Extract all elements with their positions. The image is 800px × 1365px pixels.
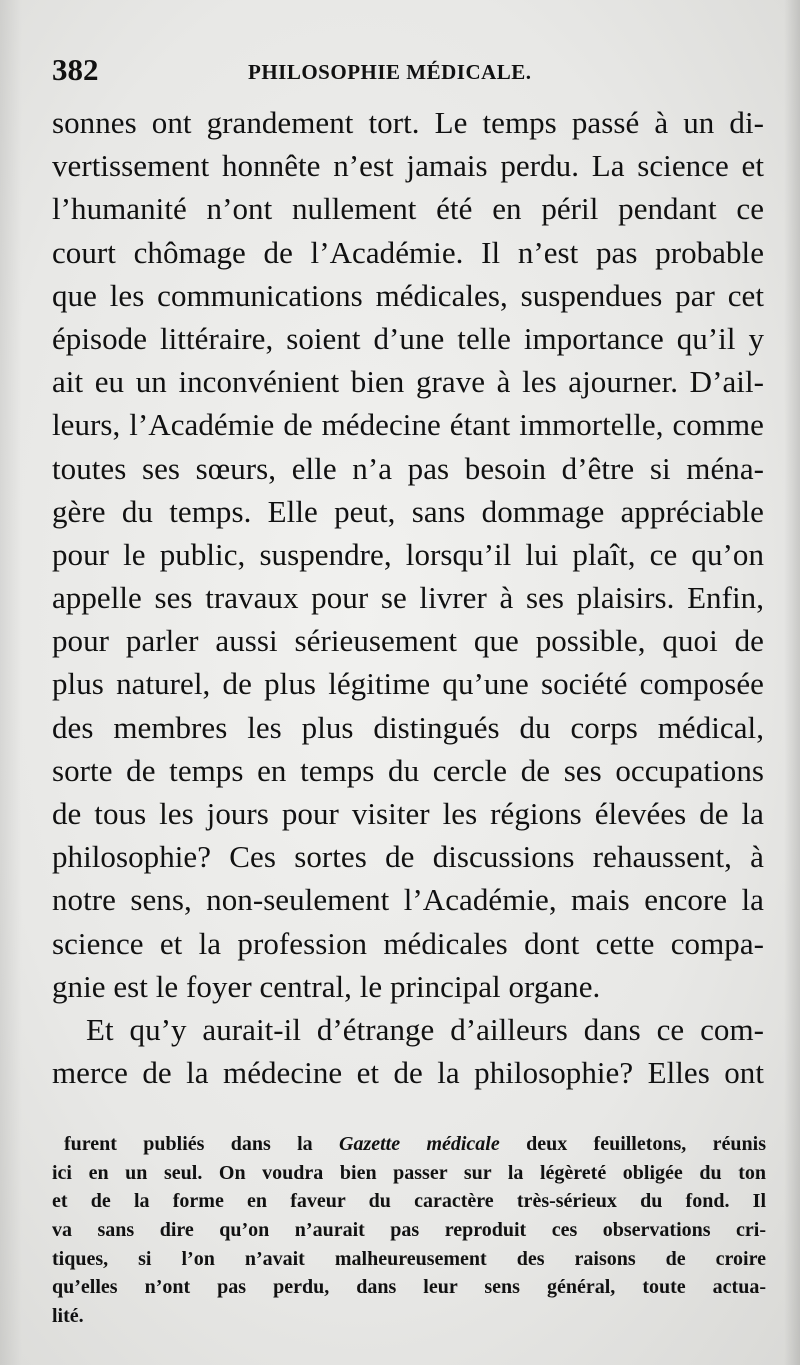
running-head: [52, 50, 764, 90]
text-line: des membres les plus distingués du corps médical,: [52, 709, 764, 745]
text-line: toutes ses sœurs, elle n’a pas besoin d’être si ména-: [52, 450, 764, 486]
text-line: de tous les jours pour visiter les régions élevées de la: [52, 796, 764, 831]
text-line: pour parler aussi sérieusement que possible, quoi de: [52, 623, 764, 659]
text-line: plus naturel, de plus légitime qu’une société composée: [52, 666, 764, 702]
page-gutter-shadow: [0, 0, 22, 1365]
running-title: PHILOSOPHIE MÉDICALE.: [248, 60, 532, 84]
text-line: philosophie? Ces sortes de discussions rehaussent, à: [52, 839, 764, 875]
footnote: [52, 1130, 766, 1331]
paragraph-end-line: gnie est le foyer central, le principal organe.: [52, 968, 601, 1004]
main-text: [52, 101, 764, 1094]
text-line: science et la profession médicales dont cette compa-: [52, 925, 764, 961]
footnote-line: qu’elles n’ont pas perdu, dans leur sens général, toute actua-: [52, 1276, 766, 1299]
footnote-line: et de la forme en faveur du caractère très-sérieux du fond. Il: [52, 1190, 766, 1213]
text-line: appelle ses travaux pour se livrer à ses plaisirs. Enfin,: [52, 580, 764, 616]
journal-title: Gazette médicale: [339, 1133, 500, 1155]
text-line: sorte de temps en temps du cercle de ses occupations: [52, 752, 764, 788]
text-line: gère du temps. Elle peut, sans dommage appréciable: [52, 493, 764, 529]
text-line: leurs, l’Académie de médecine étant immortelle, comme: [52, 407, 764, 443]
text-line: sonnes ont grandement tort. Le temps passé à un di-: [52, 105, 764, 140]
footnote-text: furent publiés dans la: [64, 1133, 340, 1155]
text-line: pour le public, suspendre, lorsqu’il lui plaît, ce qu’on: [52, 536, 764, 572]
footnote-line: [52, 1130, 766, 1159]
text-line: l’humanité n’ont nullement été en péril pendant ce: [52, 191, 764, 227]
text-line: court chômage de l’Académie. Il n’est pas probable: [52, 234, 764, 270]
footnote-line: lité.: [52, 1305, 84, 1328]
footnote-text: deux feuilletons, réunis: [499, 1133, 766, 1155]
text-line: vertissement honnête n’est jamais perdu. La science et: [52, 148, 764, 184]
footnote-line: va sans dire qu’on n’aurait pas reproduit ces observations cri-: [52, 1219, 766, 1242]
text-line: notre sens, non-seulement l’Académie, mais encore la: [52, 882, 764, 918]
page-number: 382: [52, 52, 99, 87]
text-line: que les communications médicales, suspendues par cet: [52, 277, 764, 313]
text-line: merce de la médecine et de la philosophie? Elles ont: [52, 1055, 764, 1091]
footnote-line: tiques, si l’on n’avait malheureusement des raisons de croire: [52, 1247, 766, 1270]
paragraph-start-line: Et qu’y aurait-il d’étrange d’ailleurs dans ce com-: [86, 1011, 764, 1047]
text-line: ait eu un inconvénient bien grave à les ajourner. D’ail-: [52, 364, 764, 400]
page-edge-shadow: [784, 0, 800, 1365]
text-line: épisode littéraire, soient d’une telle importance qu’il y: [52, 320, 764, 356]
footnote-line: ici en un seul. On voudra bien passer sur la légèreté obligée du ton: [52, 1161, 766, 1184]
